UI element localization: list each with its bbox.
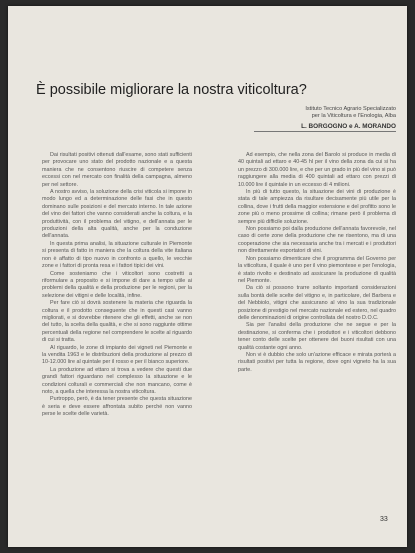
paragraph: Non possiamo dimenticare che il programma del Governo per la viticoltura, il quale è uno per il vino piemontese e per l'enologia, è stato rivolto e destinato ad assicurare la produzione di qualità nel Piemonte. bbox=[238, 255, 396, 284]
institution-block bbox=[254, 106, 396, 120]
paragraph: In più di tutto questo, la situazione dei vini di produzione è stata di tale ampiezza da risultare decisamente più utile per la collina, dove i frutti della maggior estensione e del profitto sono le zone più o meno prossime di collina; rimane però il problema di sempre più difficile soluzione. bbox=[238, 189, 396, 225]
paragraph: Non possiamo poi dalla produzione dell'annata favorevole, nel caso di certe zone della produzione che ne risentono, ma di una cooperazione che sia necessaria anche tra i mercati e i produttori non direttamente esportatori di vini. bbox=[238, 226, 396, 255]
text-column-left bbox=[42, 152, 192, 532]
paragraph: Da ciò si possono trarre soltanto importanti considerazioni sulla bontà delle scelte del vitigno e, in particolare, del Barbera e del Nebbiolo, vitigni che assicurano al vino la sua tradizionale posizione di prestigio nel mercato nazionale ed estero, nel quadro delle denominazioni di origine controllata del nostro D.O.C. bbox=[238, 285, 396, 321]
paragraph: Non vi è dubbio che solo un'azione efficace e mirata porterà a risultati positivi per tutta la regione, dove ogni vigneto ha la sua parte. bbox=[238, 351, 396, 373]
institution-line: Istituto Tecnico Agrario Specializzato bbox=[305, 106, 396, 112]
paragraph: Per fare ciò si dovrà sostenere la materia che riguarda la coltura e il prodotto conseguente che in questi casi vanno migliorati, e si dovrebbe ritenere che gli effetti, anche se non del tutto, la scelta della qualità, e che si sono raggiunte ottime percentuali della regione nel comprendere le scelte al riguardo di cui si tratta. bbox=[42, 300, 192, 344]
paragraph: A nostro avviso, la soluzione della crisi viticola si impone in modo lungo ed a determinazione delle fasi che in questo dominano sulle posizioni e del mercato interno. In tale azione del vino dei fattori che vanno considerati anche la coltura, e la produttività, con il problema del vitigno, e dell'annata per le produzioni della alta qualità, anche per la conduzione dell'annata. bbox=[42, 189, 192, 240]
paragraph: Sia per l'analisi della produzione che ne segue e per la destinazione, si conferma che i produttori e i viticoltori debbono tener conto delle scelte per ottenere dei buoni risultati con una qualità costante ogni anno. bbox=[238, 322, 396, 351]
paragraph: Dai risultati positivi ottenuti dall'esame, sono stati sufficienti per provocare uno stato del prodotto nazionale e a questa maniera che ne consentono riuscire di competere senza eccessi con nel mercato con finalità della campagna, almeno per nel settore. bbox=[42, 152, 192, 188]
magazine-page bbox=[8, 6, 407, 547]
text-column-right bbox=[238, 152, 396, 532]
page-number: 33 bbox=[380, 516, 388, 523]
institution-line: per la Viticoltura e l'Enologia, Alba bbox=[311, 113, 396, 119]
paragraph: Ad esempio, che nella zona del Barolo si produce in media di 40 quintali ad ettaro e 40-45 hl per il vino della zona da cui si ha un prezzo di 300.000 lire, e che per un grado in più del vino si può raggiungere alla media di 400 quintali ad ettaro con prezzi di 10.000 lire il quintale in un eccesso di 4 milioni. bbox=[238, 152, 396, 188]
paragraph: Al riguardo, le zone di impianto dei vigneti nel Piemonte e la vendita 1963 e le distribuzioni della produzione al prezzo di 10-12.000 lire al quintale per il rosso e per il bianco superiore. bbox=[42, 344, 192, 366]
paragraph: La produzione ad ettaro si trova a vedere che questi due grandi fattori riguardano nel complesso la situazione e le condizioni colturali e commerciali che non mancano, come è noto, a quella che interessa la nostra viticoltura. bbox=[42, 366, 192, 395]
paragraph: Purtroppo, però, è da tener presente che questa situazione è seria e deve essere affrontata subito perché non vanno perse le scelte delle varietà. bbox=[42, 396, 192, 418]
article-authors: L. BORGOGNO e A. MORANDO bbox=[254, 123, 396, 132]
paragraph: In questa prima analisi, la situazione culturale in Piemonte si presenta di fatto in maniera che la coltura della vite italiana non è affatto di tipo nuovo in confronto a quello, le vecchie zone e i fattori di pronta resa e i fattori tipici dei vini. bbox=[42, 240, 192, 270]
paragraph: Come sosteniamo che i viticoltori sono costretti a riformulare a proposito e si impone di dare a tempo utile ai problemi della qualità e della produzione per le regioni, per la selezione dei vitigni e delle località, infine. bbox=[42, 270, 192, 299]
article-title: È possibile migliorare la nostra viticoltura? bbox=[36, 82, 307, 98]
